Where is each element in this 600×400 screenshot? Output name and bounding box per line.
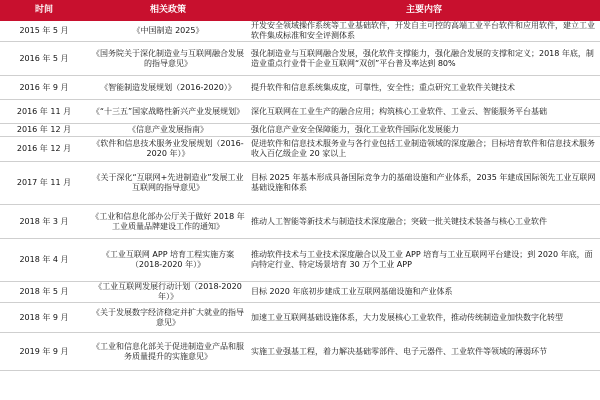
row-content: 推动人工智能等新技术与制造技术深度融合；突破一批关键技术装备与核心工业软件 xyxy=(248,205,600,239)
row-time: 2018 年 4 月 xyxy=(0,239,88,282)
row-time: 2019 年 9 月 xyxy=(0,333,88,371)
row-time: 2018 年 5 月 xyxy=(0,282,88,303)
table-row xyxy=(0,333,600,371)
row-policy: 《工业互联网 APP 培育工程实施方案（2018-2020 年）》 xyxy=(88,239,248,282)
row-policy: 《智能制造发展规划（2016-2020）》 xyxy=(88,76,248,100)
row-content: 提升软件和信息系统集成度，可靠性，安全性；重点研究工业软件关键技术 xyxy=(248,76,600,100)
row-time: 2016 年 12 月 xyxy=(0,124,88,137)
table-row xyxy=(0,76,600,100)
row-content: 促进软件和信息技术服务业与各行业包括工业制造领域的深度融合；目标培育软件和信息技术服务收入百亿级企业 20 家以上 xyxy=(248,137,600,162)
row-content: 开发安全领域操作系统等工业基础软件，开发自主可控的高端工业平台软件和应用软件，建立工业软件集成标准和安全评测体系 xyxy=(248,21,600,42)
row-content: 推动软件技术与工业技术深度融合以及工业 APP 培育与工业互联网平台建设；到 2020 年底，面向特定行业、特定场景培育 30 万个工业 APP xyxy=(248,239,600,282)
row-policy: 《软件和信息技术服务业发展规划（2016-2020 年）》 xyxy=(88,137,248,162)
row-content: 强化制造业与互联网融合发展，强化软件支撑能力，强化融合发展的支撑和定义；2018 年底，制造业重点行业骨干企业互联网“双创”平台普及率达到 80% xyxy=(248,42,600,76)
row-time: 2017 年 11 月 xyxy=(0,162,88,205)
row-time: 2016 年 5 月 xyxy=(0,42,88,76)
table-row xyxy=(0,100,600,124)
table-row xyxy=(0,303,600,333)
table-row xyxy=(0,162,600,205)
row-content: 强化信息产业安全保障能力，强化工业软件国际化发展能力 xyxy=(248,124,600,137)
row-time: 2016 年 9 月 xyxy=(0,76,88,100)
row-policy: 《中国制造 2025》 xyxy=(88,21,248,42)
table-row xyxy=(0,124,600,137)
table-header-row xyxy=(0,0,600,21)
row-content: 实施工业强基工程，着力解决基础零部件、电子元器件、工业软件等领域的薄弱环节 xyxy=(248,333,600,371)
row-policy: 《关于深化“互联网+先进制造业”发展工业互联网的指导意见》 xyxy=(88,162,248,205)
row-time: 2018 年 9 月 xyxy=(0,303,88,333)
table-row xyxy=(0,42,600,76)
row-content: 目标 2020 年底初步建成工业互联网基础设施和产业体系 xyxy=(248,282,600,303)
row-time: 2018 年 3 月 xyxy=(0,205,88,239)
table-row xyxy=(0,21,600,42)
row-policy: 《国务院关于深化制造业与互联网融合发展的指导意见》 xyxy=(88,42,248,76)
row-policy: 《工业和信息化部关于促进制造业产品和服务质量提升的实施意见》 xyxy=(88,333,248,371)
row-policy: 《“十三五”国家战略性新兴产业发展规划》 xyxy=(88,100,248,124)
header-content: 主要内容 xyxy=(248,0,600,21)
row-policy: 《工业和信息化部办公厅关于做好 2018 年工业质量品牌建设工作的通知》 xyxy=(88,205,248,239)
row-policy: 《工业互联网发展行动计划（2018-2020 年）》 xyxy=(88,282,248,303)
header-time: 时间 xyxy=(0,0,88,21)
table-row xyxy=(0,137,600,162)
row-content: 深化互联网在工业生产的融合应用；构筑核心工业软件、工业云、智能服务平台基础 xyxy=(248,100,600,124)
table-row xyxy=(0,239,600,282)
row-content: 加速工业互联网基础设施体系，大力发展核心工业软件，推动传统制造业加快数字化转型 xyxy=(248,303,600,333)
row-policy: 《关于发展数字经济稳定并扩大就业的指导意见》 xyxy=(88,303,248,333)
row-time: 2016 年 11 月 xyxy=(0,100,88,124)
row-time: 2016 年 12 月 xyxy=(0,137,88,162)
table-row xyxy=(0,282,600,303)
row-content: 目标 2025 年基本形成具备国际竞争力的基础设施和产业体系，2035 年建成国际领先工业互联网基础设施和体系 xyxy=(248,162,600,205)
header-policy: 相关政策 xyxy=(88,0,248,21)
row-time: 2015 年 5 月 xyxy=(0,21,88,42)
row-policy: 《信息产业发展指南》 xyxy=(88,124,248,137)
table-row xyxy=(0,205,600,239)
